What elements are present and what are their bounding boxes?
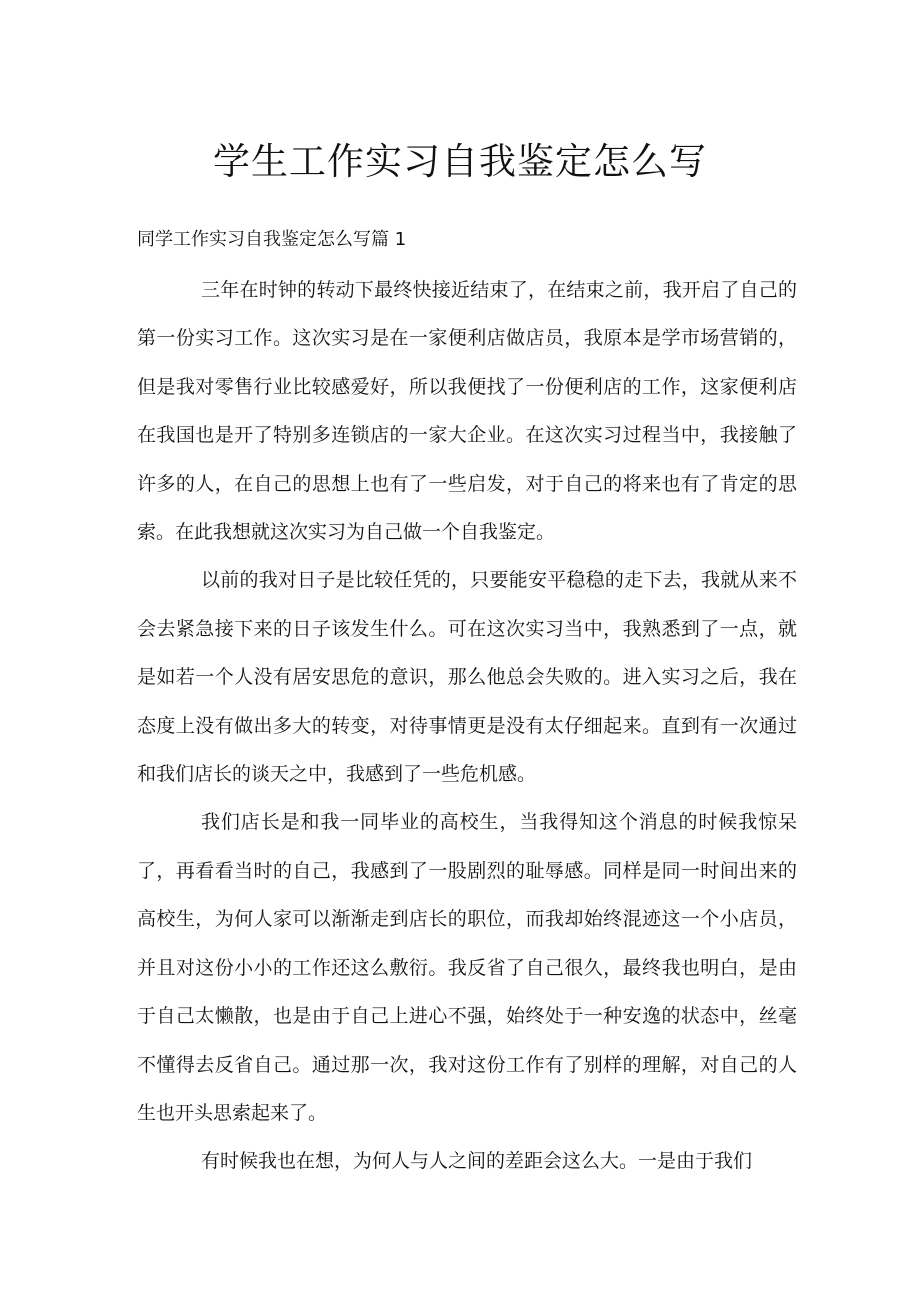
paragraph: 三年在时钟的转动下最终快接近结束了，在结束之前，我开启了自己的第一份实习工作。这次实习是在一家便利店做店员，我原本是学市场营销的，但是我对零售行业比较感爱好，所以我便找了一份便利店的工作，这家便利店在我国也是开了特别多连锁店的一家大企业。在这次实习过程当中，我接触了许多的人，在自己的思想上也有了一些启发，对于自己的将来也有了肯定的思索。在此我想就这次实习为自己做一个自我鉴定。 xyxy=(137,279,797,544)
document-body xyxy=(137,266,797,1186)
paragraph: 有时候我也在想，为何人与人之间的差距会这么大。一是由于我们 xyxy=(201,1150,753,1173)
document-title: 学生工作实习自我鉴定怎么写 xyxy=(213,140,707,183)
section-heading: 同学工作实习自我鉴定怎么写篇 1 xyxy=(137,229,407,250)
paragraph: 以前的我对日子是比较任凭的，只要能安平稳稳的走下去，我就从来不会去紧急接下来的日子该发生什么。可在这次实习当中，我熟悉到了一点，就是如若一个人没有居安思危的意识，那么他总会失败的。进入实习之后，我在态度上没有做出多大的转变，对待事情更是没有太仔细起来。直到有一次通过和我们店长的谈天之中，我感到了一些危机感。 xyxy=(137,569,797,786)
paragraph: 我们店长是和我一同毕业的高校生，当我得知这个消息的时候我惊呆了，再看看当时的自己，我感到了一股剧烈的耻辱感。同样是同一时间出来的高校生，为何人家可以渐渐走到店长的职位，而我却始终混迹这一个小店员，并且对这份小小的工作还这么敷衍。我反省了自己很久，最终我也明白，是由于自己太懒散，也是由于自己上进心不强，始终处于一种安逸的状态中，丝毫不懂得去反省自己。通过那一次，我对这份工作有了别样的理解，对自己的人生也开头思索起来了。 xyxy=(137,811,797,1124)
